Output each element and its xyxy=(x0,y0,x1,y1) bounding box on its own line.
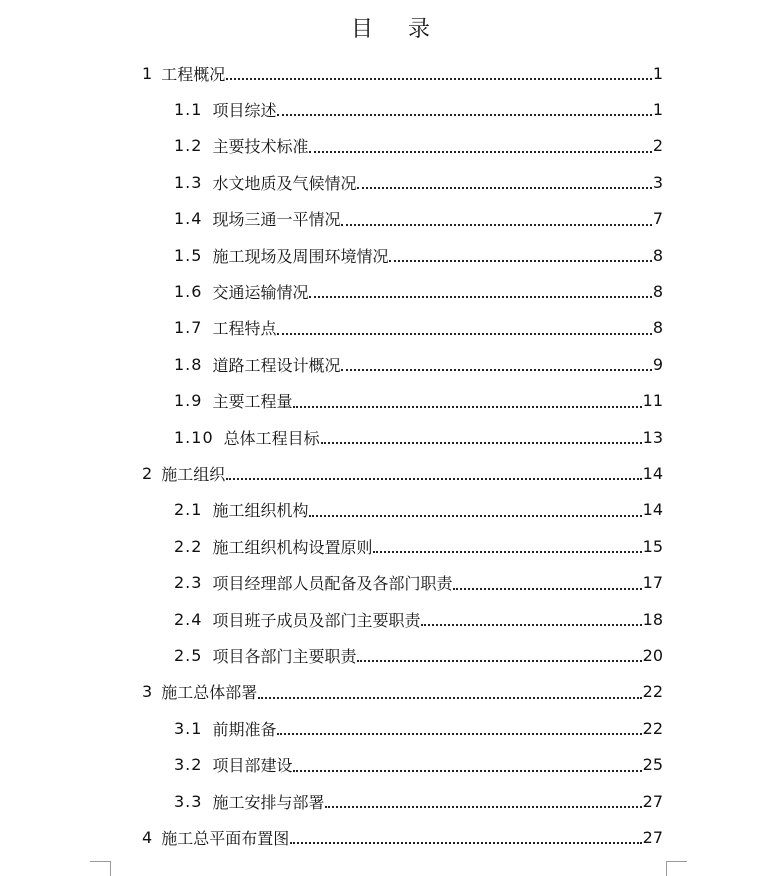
toc-entry[interactable] xyxy=(174,164,663,200)
toc-entry[interactable] xyxy=(174,346,663,382)
toc-dot-leader xyxy=(277,733,641,735)
toc-entry-page-number: 2 xyxy=(652,136,663,156)
toc-entry-title: 施工总平面布置图 xyxy=(161,828,290,848)
toc-entry-page-number: 18 xyxy=(642,609,663,629)
toc-dot-leader xyxy=(277,333,651,335)
toc-entry-title: 施工组织机构设置原则 xyxy=(212,537,373,557)
toc-entry-number: 2.2 xyxy=(174,536,203,556)
toc-entry-title: 施工组织 xyxy=(161,464,226,484)
toc-entry-page-number: 3 xyxy=(652,172,663,192)
toc-entry[interactable] xyxy=(174,91,663,127)
toc-entry-number: 3.2 xyxy=(174,755,203,775)
toc-entry-page-number: 14 xyxy=(642,463,663,483)
toc-entry-number: 3.1 xyxy=(174,718,203,738)
toc-entry-number: 2 xyxy=(142,463,154,483)
toc-entry-page-number: 22 xyxy=(642,718,663,738)
toc-entry[interactable] xyxy=(174,419,663,455)
page-corner-mark-right xyxy=(666,861,687,876)
toc-entry-page-number: 8 xyxy=(652,318,663,338)
toc-entry-page-number: 27 xyxy=(642,827,663,847)
toc-entry[interactable] xyxy=(174,237,663,273)
toc-entry-number: 3 xyxy=(142,682,154,702)
toc-entry-page-number: 1 xyxy=(652,63,663,83)
toc-entry-page-number: 8 xyxy=(652,281,663,301)
toc-entry[interactable] xyxy=(174,383,663,419)
toc-entry-number: 1.9 xyxy=(174,391,203,411)
toc-entry-page-number: 7 xyxy=(652,209,663,229)
toc-entry[interactable] xyxy=(174,273,663,309)
toc-entry-page-number: 11 xyxy=(642,391,663,411)
toc-dot-leader xyxy=(293,770,641,772)
toc-entry-title: 工程特点 xyxy=(212,319,277,339)
toc-entry-page-number: 27 xyxy=(642,791,663,811)
toc-dot-leader xyxy=(389,260,651,262)
toc-dot-leader xyxy=(421,624,641,626)
toc-entry[interactable] xyxy=(174,310,663,346)
toc-dot-leader xyxy=(309,515,641,517)
toc-entry[interactable] xyxy=(174,201,663,237)
toc-entry-number: 1 xyxy=(142,63,154,83)
toc-entry-page-number: 13 xyxy=(642,427,663,447)
toc-entry[interactable] xyxy=(142,819,663,855)
toc-entry-title: 施工总体部署 xyxy=(161,683,258,703)
toc-entry-title: 工程概况 xyxy=(161,64,226,84)
toc-dot-leader xyxy=(290,842,641,844)
toc-entry-number: 1.1 xyxy=(174,99,203,119)
toc-entry-title: 水文地质及气候情况 xyxy=(212,173,357,193)
toc-dot-leader xyxy=(357,187,651,189)
toc-dot-leader xyxy=(309,151,651,153)
toc-entry-number: 2.5 xyxy=(174,645,203,665)
toc-entry-title: 项目综述 xyxy=(212,100,277,120)
toc-entry-title: 主要工程量 xyxy=(212,392,293,412)
toc-entry[interactable] xyxy=(174,128,663,164)
toc-entry-page-number: 17 xyxy=(642,573,663,593)
toc-dot-leader xyxy=(357,660,641,662)
toc-entry-title: 施工组织机构 xyxy=(212,501,309,521)
toc-dot-leader xyxy=(277,114,651,116)
toc-entry-number: 3.3 xyxy=(174,791,203,811)
page-corner-mark-left xyxy=(90,861,111,876)
toc-dot-leader xyxy=(341,224,651,226)
toc-dot-leader xyxy=(341,369,651,371)
toc-dot-leader xyxy=(321,442,642,444)
toc-dot-leader xyxy=(373,551,641,553)
page-title: 目 录 xyxy=(351,17,444,42)
toc-entry-title: 总体工程目标 xyxy=(223,428,320,448)
toc-dot-leader xyxy=(309,296,651,298)
toc-dot-leader xyxy=(226,78,652,80)
toc-entry-title: 项目各部门主要职责 xyxy=(212,646,357,666)
toc-entry-page-number: 25 xyxy=(642,755,663,775)
toc-entry-title: 前期准备 xyxy=(212,719,277,739)
toc-entry[interactable] xyxy=(174,710,663,746)
toc-entry-number: 4 xyxy=(142,827,154,847)
toc-entry-page-number: 9 xyxy=(652,354,663,374)
toc-entry-title: 项目部建设 xyxy=(212,756,293,776)
toc-entry[interactable] xyxy=(174,637,663,673)
toc-entry-page-number: 1 xyxy=(652,99,663,119)
toc-entry-page-number: 20 xyxy=(642,645,663,665)
toc-entry[interactable] xyxy=(142,55,663,91)
toc-entry-number: 1.5 xyxy=(174,245,203,265)
toc-entry-page-number: 14 xyxy=(642,500,663,520)
toc-entry-number: 1.10 xyxy=(174,427,214,447)
toc-dot-leader xyxy=(226,478,641,480)
toc-entry-title: 施工安排与部署 xyxy=(212,792,325,812)
toc-entry-number: 2.1 xyxy=(174,500,203,520)
toc-dot-leader xyxy=(258,697,641,699)
toc-entry-title: 现场三通一平情况 xyxy=(212,210,341,230)
toc-entry-number: 1.6 xyxy=(174,281,203,301)
toc-entry[interactable] xyxy=(174,565,663,601)
toc-entry[interactable] xyxy=(142,455,663,491)
toc-entry[interactable] xyxy=(174,783,663,819)
toc-entry-title: 项目经理部人员配备及各部门职责 xyxy=(212,574,453,594)
toc-entry-number: 2.3 xyxy=(174,573,203,593)
toc-entry-title: 施工现场及周围环境情况 xyxy=(212,246,389,266)
toc-entry[interactable] xyxy=(174,747,663,783)
toc-entry-title: 项目班子成员及部门主要职责 xyxy=(212,610,421,630)
toc-entry[interactable] xyxy=(174,601,663,637)
toc-dot-leader xyxy=(325,806,641,808)
toc-entry-number: 1.3 xyxy=(174,172,203,192)
toc-entry-title: 交通运输情况 xyxy=(212,282,309,302)
toc-entry-title: 主要技术标准 xyxy=(212,137,309,157)
toc-dot-leader xyxy=(293,406,641,408)
toc-entry[interactable] xyxy=(142,674,663,710)
toc-entry-page-number: 8 xyxy=(652,245,663,265)
toc-entry-title: 道路工程设计概况 xyxy=(212,355,341,375)
toc-entry-number: 1.2 xyxy=(174,136,203,156)
toc-entry-number: 2.4 xyxy=(174,609,203,629)
toc-entry-number: 1.7 xyxy=(174,318,203,338)
toc-entry[interactable] xyxy=(174,528,663,564)
toc-entry[interactable] xyxy=(174,492,663,528)
toc-entry-number: 1.4 xyxy=(174,209,203,229)
toc-entry-page-number: 15 xyxy=(642,536,663,556)
toc-entry-page-number: 22 xyxy=(642,682,663,702)
toc-entry-number: 1.8 xyxy=(174,354,203,374)
toc-dot-leader xyxy=(453,588,641,590)
